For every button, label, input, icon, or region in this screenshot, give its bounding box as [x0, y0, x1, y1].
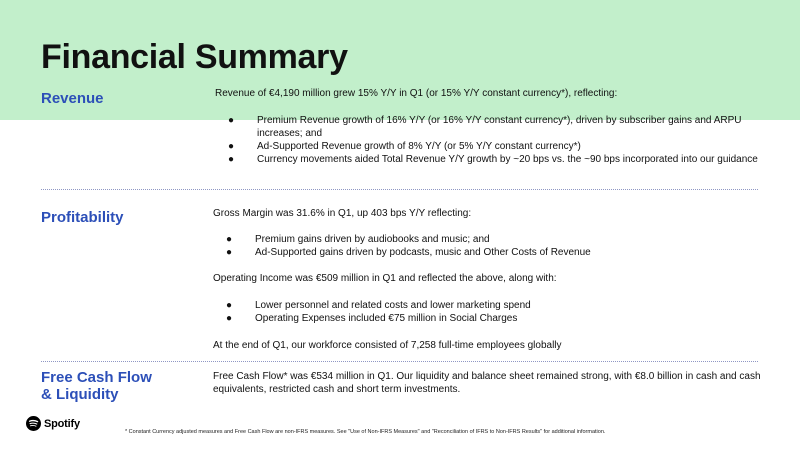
list-item: ● Lower personnel and related costs and lower marketing spend: [226, 300, 531, 311]
spotify-logo: [26, 416, 80, 431]
bullet-icon: ●: [228, 115, 235, 126]
fcf-label-line1: Free Cash Flow: [41, 369, 152, 386]
gross-margin-text: Gross Margin was 31.6% in Q1, up 403 bps Y/Y reflecting:: [213, 208, 472, 219]
spotify-icon: [26, 416, 41, 431]
list-item: ● Premium Revenue growth of 16% Y/Y (or 16% Y/Y constant currency*), driven by subscriber gains and ARPU increases; and: [228, 115, 742, 139]
bullet-icon: ●: [228, 154, 235, 165]
list-item: ● Currency movements aided Total Revenue Y/Y growth by ~20 bps vs. the ~90 bps incorporated into our guidance: [228, 154, 758, 165]
bullet-icon: ●: [226, 247, 233, 258]
bullet-icon: ●: [226, 313, 233, 324]
footnote: * Constant Currency adjusted measures and Free Cash Flow are non-IFRS measures. See "Use of Non-IFRS Measures" and "Reconciliation of IFRS to Non-IFRS Results" for additional information.: [125, 429, 606, 435]
gross-margin-bullet-list: [213, 233, 768, 259]
operating-income-text: Operating Income was €509 million in Q1 and reflected the above, along with:: [213, 273, 557, 284]
list-item: ● Ad-Supported gains driven by podcasts, music and Other Costs of Revenue: [226, 247, 591, 258]
spotify-wordmark: Spotify: [44, 417, 80, 430]
workforce-text: At the end of Q1, our workforce consisted of 7,258 full-time employees globally: [213, 340, 562, 351]
section-divider: [41, 189, 758, 190]
section-label-revenue: Revenue: [41, 90, 104, 107]
list-item: ● Premium gains driven by audiobooks and music; and: [226, 234, 490, 245]
revenue-intro: Revenue of €4,190 million grew 15% Y/Y in Q1 (or 15% Y/Y constant currency*), reflecting:: [215, 88, 618, 99]
revenue-body: [215, 87, 770, 166]
revenue-bullet-list: [215, 114, 770, 166]
list-item: ● Ad-Supported Revenue growth of 8% Y/Y (or 5% Y/Y constant currency*): [228, 141, 581, 152]
fcf-label-line2: & Liquidity: [41, 386, 119, 403]
section-label-profitability: Profitability: [41, 209, 124, 226]
page-title: Financial Summary: [41, 38, 348, 76]
section-label-fcf: [41, 369, 152, 403]
fcf-text: Free Cash Flow* was €534 million in Q1. Our liquidity and balance sheet remained strong, with €8.0 billion in cash and cash equivalents, restricted cash and short term investments.: [213, 371, 761, 395]
bullet-icon: ●: [226, 300, 233, 311]
bullet-icon: ●: [228, 141, 235, 152]
fcf-body: [213, 370, 768, 396]
profitability-body: [213, 207, 768, 352]
bullet-icon: ●: [226, 234, 233, 245]
list-item: ● Operating Expenses included €75 million in Social Charges: [226, 313, 518, 324]
section-divider: [41, 361, 758, 362]
operating-income-bullet-list: [213, 299, 768, 325]
